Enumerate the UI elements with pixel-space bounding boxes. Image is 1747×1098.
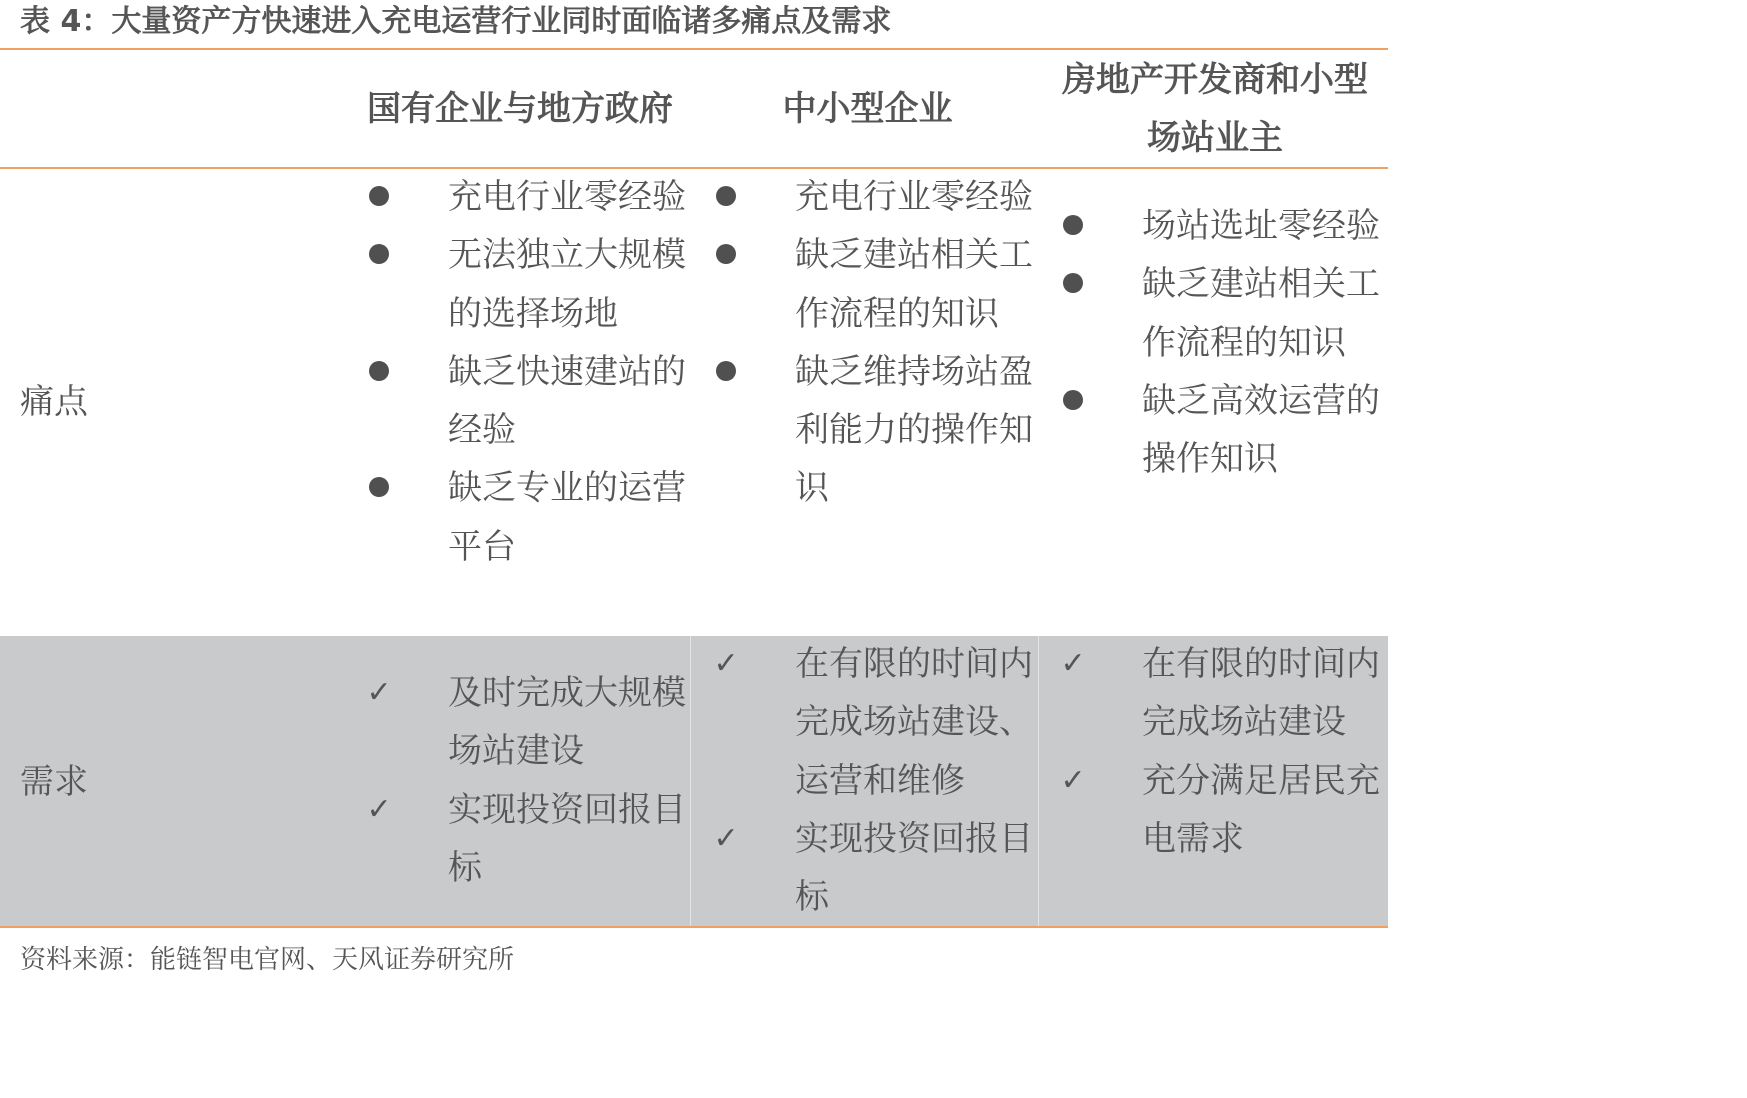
list-item [1062,635,1392,752]
list-item-text: 缺乏专业的运营平台 [448,468,686,567]
checkmark-glyph: ✓ [366,791,392,827]
list-item-text: 在有限的时间内完成场站建设 [1142,644,1380,743]
header-sme: 中小型企业 [782,89,953,129]
list-item [1062,197,1392,255]
list-item-text: 缺乏高效运营的操作知识 [1142,380,1380,480]
bullet-dot [369,244,389,264]
bullet-dot [369,186,389,206]
bullet-dot [716,186,736,206]
checkmark-glyph: ✓ [366,675,392,710]
list-item-text: 场站选址零经验 [1142,206,1380,246]
list-item-text: 充分满足居民充电需求 [1142,760,1380,859]
bullet-icon [1062,255,1084,313]
list-item-text: 充电行业零经验 [795,177,1033,217]
bullet-dot [369,361,389,381]
bullet-icon [715,343,737,401]
bullet-icon [368,226,390,284]
list-item-text: 实现投资回报目标 [448,789,686,888]
bullet-dot [1063,273,1083,293]
list-item [1062,255,1392,372]
list-item [1062,752,1392,869]
bullet-icon [1062,372,1084,430]
demand-cell-sme [715,635,1045,926]
header-developers: 房地产开发商和小型场站业主 [1062,60,1368,158]
source-note: 资料来源：能链智电官网、天风证券研究所 [20,945,515,975]
bullet-dot [1063,390,1083,410]
list-item [715,635,1045,810]
demand-cell-developers [1062,635,1392,868]
list-item [368,781,698,898]
list-item [715,168,1045,226]
list-item-text: 缺乏建站相关工作流程的知识 [795,235,1033,334]
list-item-text: 缺乏维持场站盈利能力的操作知识 [795,351,1033,509]
list-item [368,459,698,576]
top-rule [0,48,1388,50]
list-item [368,664,698,781]
list-item-text: 及时完成大规模场站建设 [448,673,686,772]
list-item [1062,372,1392,489]
list-item-text: 在有限的时间内完成场站建设、运营和维修 [795,644,1033,801]
bullet-icon [368,459,390,517]
list-item [368,168,698,226]
checkmark-glyph: ✓ [713,820,739,856]
bullet-icon [1062,197,1084,255]
list-item-text: 无法独立大规模的选择场地 [448,235,686,334]
checkmark-icon [715,635,737,693]
bottom-rule [0,926,1388,928]
list-item-text: 缺乏快速建站的经验 [448,351,686,451]
pain-cell-developers [1062,197,1392,488]
bullet-icon [715,226,737,284]
bullet-dot [716,361,736,381]
checkmark-icon [715,810,737,868]
list-item [715,226,1045,343]
list-item [368,343,698,460]
table-title: 表 4：大量资产方快速进入充电运营行业同时面临诸多痛点及需求 [20,4,892,39]
bullet-icon [368,343,390,401]
bullet-dot [716,244,736,264]
row-label-pain-points: 痛点 [20,382,88,422]
checkmark-glyph: ✓ [1060,646,1086,681]
checkmark-icon [368,664,390,722]
demand-cell-state-owned [368,664,698,897]
list-item-text: 实现投资回报目标 [795,818,1033,918]
list-item-text: 充电行业零经验 [448,177,686,217]
pain-cell-state-owned [368,168,698,576]
list-item [368,226,698,343]
bullet-icon [368,168,390,226]
checkmark-glyph: ✓ [713,646,739,681]
row-label-demands: 需求 [20,762,88,802]
pain-cell-sme [715,168,1045,518]
checkmark-icon [368,781,390,839]
checkmark-icon [1062,752,1084,810]
list-item-text: 缺乏建站相关工作流程的知识 [1142,264,1380,363]
bullet-dot [369,477,389,497]
checkmark-icon [1062,635,1084,693]
list-item [715,343,1045,518]
bullet-dot [1063,215,1083,235]
checkmark-glyph: ✓ [1060,762,1086,798]
header-state-owned: 国有企业与地方政府 [367,89,673,129]
bullet-icon [715,168,737,226]
list-item [715,810,1045,927]
